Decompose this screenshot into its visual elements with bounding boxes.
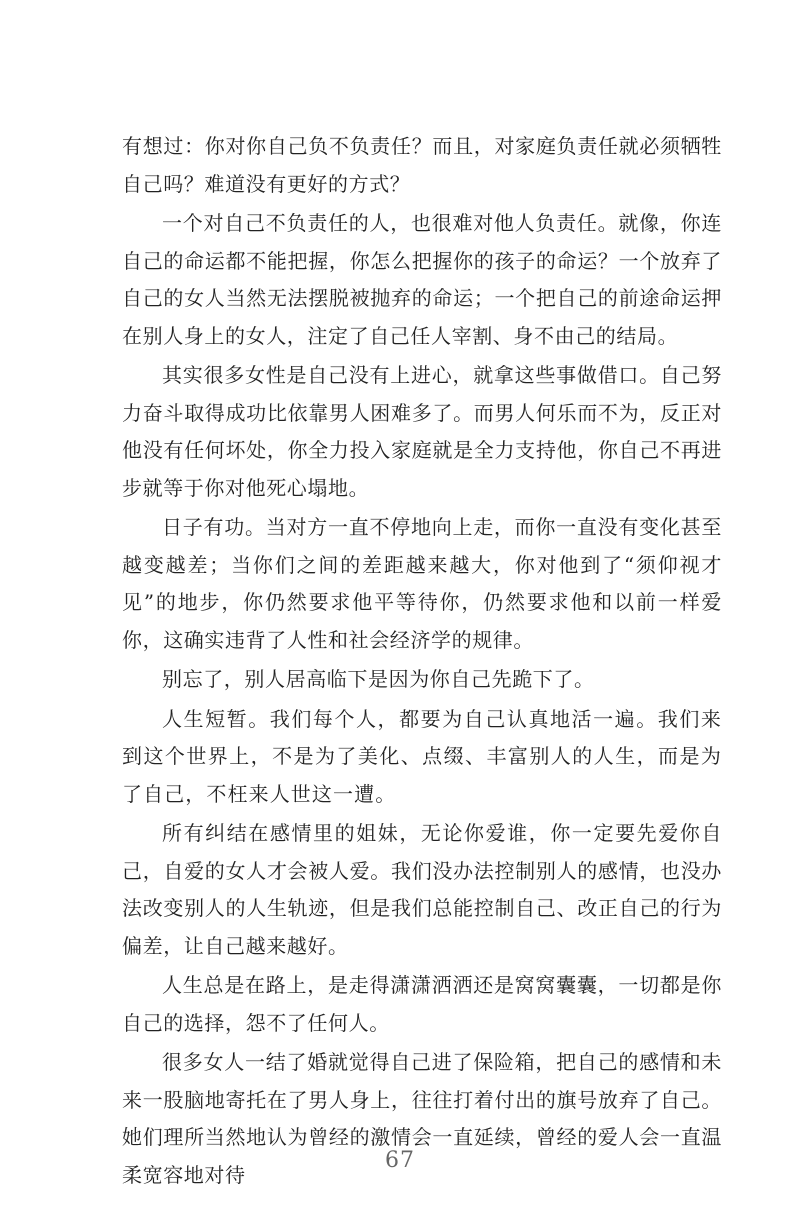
paragraph: 所有纠结在感情里的姐妹，无论你爱谁，你一定要先爱你自己，自爱的女人才会被人爱。我们没办法控制别人的感情，也没办法改变别人的人生轨迹，但是我们总能控制自己、改正自己的行为偏差，让自己越来越好。: [122, 821, 722, 958]
paragraph: 人生短暂。我们每个人，都要为自己认真地活一遍。我们来到这个世界上，不是为了美化、点缀、丰富别人的人生，而是为了自己，不枉来人世这一遭。: [122, 706, 722, 806]
paragraph: 别忘了，别人居高临下是因为你自己先跪下了。: [162, 667, 595, 691]
paragraph: 很多女人一结了婚就觉得自己进了保险箱，把自己的感情和未来一股脑地寄托在了男人身上，往往打着付出的旗号放弃了自己。她们理所当然地认为曾经的激情会一直延续，曾经的爱人会一直温柔宽容地对待: [122, 1050, 722, 1187]
paragraph-continuation: 有想过：你对你自己负不负责任？而且，对家庭负责任就必须牺牲自己吗？难道没有更好的方式？: [122, 134, 722, 196]
paragraph: 人生总是在路上，是走得潇潇洒洒还是窝窝囊囊，一切都是你自己的选择，怨不了任何人。: [122, 973, 722, 1035]
paragraph: 其实很多女性是自己没有上进心，就拿这些事做借口。自己努力奋斗取得成功比依靠男人困难多了。而男人何乐而不为，反正对他没有任何坏处，你全力投入家庭就是全力支持他，你自己不再进步就等于你对他死心塌地。: [122, 363, 722, 500]
paragraph: 日子有功。当对方一直不停地向上走，而你一直没有变化甚至越变越差；当你们之间的差距越来越大，你对他到了“须仰视才见”的地步，你仍然要求他平等待你，仍然要求他和以前一样爱你，这确实违背了人性和社会经济学的规律。: [122, 515, 722, 652]
paragraph: 一个对自己不负责任的人，也很难对他人负责任。就像，你连自己的命运都不能把握，你怎么把握你的孩子的命运？一个放弃了自己的女人当然无法摆脱被抛弃的命运；一个把自己的前途命运押在别人身上的女人，注定了自己任人宰割、身不由己的结局。: [122, 211, 722, 348]
page-body: [122, 128, 722, 1196]
page-number: 67: [385, 1148, 415, 1173]
